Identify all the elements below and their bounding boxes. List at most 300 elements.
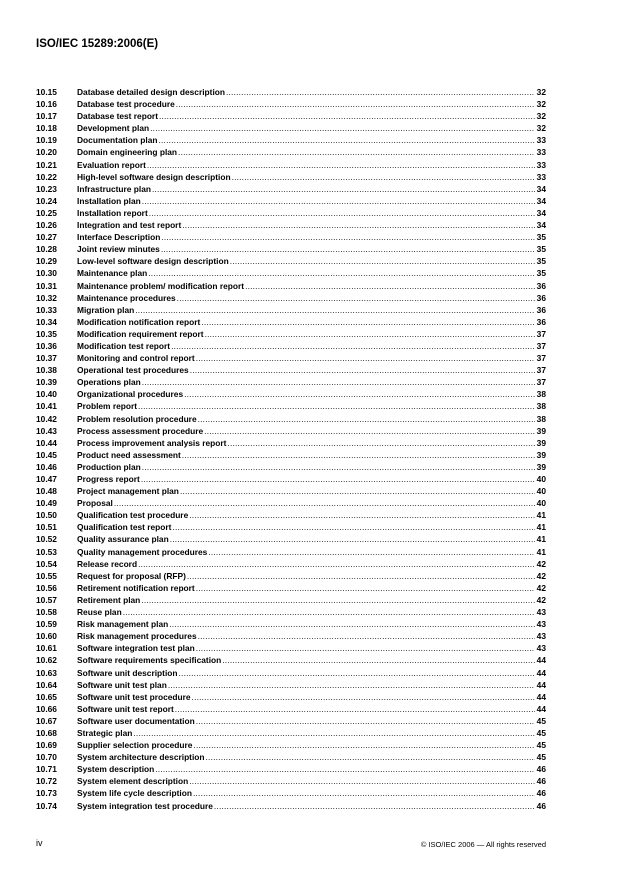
- toc-leader-dots: [205, 329, 535, 339]
- toc-entry-page: 41: [536, 546, 546, 557]
- toc-entry[interactable]: [36, 450, 546, 462]
- toc-entry-number: 10.61: [36, 643, 57, 654]
- toc-entry[interactable]: [36, 353, 546, 365]
- toc-leader-dots: [208, 547, 535, 557]
- toc-entry-page: 34: [536, 195, 546, 206]
- toc-entry[interactable]: [36, 571, 546, 583]
- toc-entry-title[interactable]: Domain engineering plan: [77, 147, 178, 158]
- toc-entry-number: 10.72: [36, 776, 57, 787]
- toc-entry[interactable]: [36, 87, 546, 99]
- toc-entry-title[interactable]: Software unit test procedure: [77, 691, 191, 702]
- toc-entry-number: 10.47: [36, 474, 57, 484]
- toc-leader-dots: [227, 438, 535, 448]
- toc-entry-number: 10.73: [36, 788, 57, 799]
- toc-entry[interactable]: [36, 160, 546, 172]
- toc-entry[interactable]: [36, 220, 546, 232]
- toc-entry[interactable]: [36, 522, 546, 534]
- toc-entry-title[interactable]: Problem resolution procedure: [77, 413, 197, 424]
- toc-leader-dots: [142, 196, 535, 206]
- toc-leader-dots: [169, 619, 535, 629]
- toc-entry-number: 10.41: [36, 401, 57, 412]
- toc-entry-page: 41: [536, 522, 546, 533]
- toc-entry-number: 10.21: [36, 159, 57, 170]
- toc-entry-number: 10.44: [36, 437, 57, 448]
- toc-entry-page: 44: [536, 703, 546, 714]
- toc-entry-page: 43: [536, 619, 546, 630]
- toc-entry-title[interactable]: Installation report: [77, 207, 148, 218]
- toc-entry-page: 42: [536, 570, 546, 581]
- toc-entry-title[interactable]: Operations plan: [77, 377, 141, 388]
- toc-entry-page: 45: [536, 715, 546, 726]
- toc-entry-page: 37: [536, 340, 546, 351]
- toc-entry-page: 36: [536, 280, 546, 291]
- toc-entry-page: 32: [536, 123, 546, 134]
- toc-entry-number: 10.38: [36, 365, 57, 376]
- toc-leader-dots: [214, 801, 535, 811]
- toc-entry-title[interactable]: Modification test report: [77, 340, 171, 351]
- toc-leader-dots: [138, 401, 535, 411]
- toc-entry-page: 42: [536, 594, 546, 605]
- toc-entry-page: 46: [536, 764, 546, 775]
- toc-leader-dots: [161, 244, 535, 254]
- toc-entry-number: 10.48: [36, 486, 57, 497]
- page-number: iv: [36, 838, 43, 848]
- toc-entry[interactable]: [36, 414, 546, 426]
- toc-entry-title[interactable]: Product need assessment: [77, 449, 181, 460]
- toc-leader-dots: [171, 341, 535, 351]
- toc-entry-number: 10.49: [36, 498, 57, 509]
- toc-leader-dots: [161, 232, 535, 242]
- toc-entry[interactable]: [36, 595, 546, 607]
- toc-leader-dots: [177, 293, 535, 303]
- toc-leader-dots: [148, 268, 535, 278]
- toc-entry-title[interactable]: Interface Description: [77, 232, 161, 243]
- toc-entry[interactable]: [36, 486, 546, 498]
- toc-entry-number: 10.51: [36, 522, 57, 533]
- toc-entry-title[interactable]: System integration test procedure: [77, 800, 213, 811]
- toc-entry-page: 34: [536, 220, 546, 231]
- toc-entry-title[interactable]: Maintenance procedures: [77, 292, 176, 303]
- toc-leader-dots: [192, 692, 535, 702]
- toc-entry-page: 36: [536, 304, 546, 315]
- toc-leader-dots: [193, 740, 535, 750]
- toc-entry-page: 39: [536, 449, 546, 460]
- toc-entry[interactable]: [36, 680, 546, 692]
- toc-leader-dots: [193, 788, 535, 798]
- toc-leader-dots: [230, 256, 535, 266]
- toc-entry-number: 10.55: [36, 570, 57, 581]
- toc-leader-dots: [178, 147, 535, 157]
- toc-entry-page: 33: [536, 159, 546, 170]
- toc-entry[interactable]: [36, 123, 546, 135]
- toc-entry-title[interactable]: Progress report: [77, 474, 140, 484]
- toc-entry-page: 41: [536, 534, 546, 545]
- toc-entry-title[interactable]: Software integration test plan: [77, 643, 195, 654]
- toc-entry[interactable]: [36, 377, 546, 389]
- toc-leader-dots: [187, 571, 535, 581]
- toc-entry-number: 10.59: [36, 619, 57, 630]
- toc-leader-dots: [232, 172, 535, 182]
- toc-entry-title[interactable]: Software unit test plan: [77, 679, 167, 690]
- toc-entry-number: 10.20: [36, 147, 57, 158]
- toc-leader-dots: [196, 643, 535, 653]
- toc-entry[interactable]: [36, 305, 546, 317]
- toc-entry-page: 39: [536, 437, 546, 448]
- toc-leader-dots: [198, 414, 535, 424]
- toc-entry-title[interactable]: Operational test procedures: [77, 365, 189, 376]
- toc-entry[interactable]: [36, 547, 546, 559]
- toc-entry-number: 10.27: [36, 232, 57, 243]
- toc-entry-number: 10.62: [36, 655, 57, 666]
- toc-entry-title[interactable]: Software user documentation: [77, 715, 195, 726]
- toc-entry-number: 10.64: [36, 679, 57, 690]
- toc-entry-number: 10.37: [36, 353, 57, 364]
- toc-entry-page: 32: [536, 111, 546, 122]
- toc-entry-number: 10.39: [36, 377, 57, 388]
- toc-leader-dots: [170, 534, 535, 544]
- toc-entry-page: 35: [536, 244, 546, 255]
- toc-entry-title[interactable]: System life cycle description: [77, 788, 192, 799]
- toc-entry-number: 10.34: [36, 316, 57, 327]
- toc-entry-title[interactable]: System element description: [77, 776, 189, 787]
- toc-entry-title[interactable]: Maintenance problem/ modification report: [77, 280, 245, 291]
- toc-leader-dots: [182, 450, 535, 460]
- toc-entry-page: 45: [536, 727, 546, 738]
- toc-entry-number: 10.15: [36, 87, 57, 97]
- toc-entry[interactable]: [36, 583, 546, 595]
- toc-leader-dots: [222, 655, 535, 665]
- toc-entry-page: 32: [536, 99, 546, 110]
- toc-entry-page: 35: [536, 232, 546, 243]
- toc-entry[interactable]: [36, 655, 546, 667]
- toc-entry-number: 10.71: [36, 764, 57, 775]
- toc-leader-dots: [172, 522, 535, 532]
- toc-entry-page: 37: [536, 328, 546, 339]
- copyright-notice: © ISO/IEC 2006 — All rights reserved: [420, 840, 546, 849]
- toc-entry-page: 40: [536, 486, 546, 497]
- toc-entry-number: 10.60: [36, 631, 57, 642]
- toc-entry-page: 33: [536, 135, 546, 146]
- toc-entry-title[interactable]: Proposal: [77, 498, 113, 509]
- toc-leader-dots: [182, 220, 535, 230]
- toc-entry-title[interactable]: Joint review minutes: [77, 244, 160, 255]
- toc-entry[interactable]: [36, 438, 546, 450]
- toc-entry-number: 10.67: [36, 715, 57, 726]
- toc-entry-page: 44: [536, 667, 546, 678]
- toc-entry-number: 10.43: [36, 425, 57, 436]
- toc-entry-page: 44: [536, 691, 546, 702]
- toc-entry-number: 10.30: [36, 268, 57, 279]
- toc-entry-title[interactable]: Installation plan: [77, 195, 141, 206]
- toc-entry-number: 10.69: [36, 740, 57, 751]
- toc-entry-number: 10.17: [36, 111, 57, 122]
- toc-entry-number: 10.66: [36, 703, 57, 714]
- toc-leader-dots: [159, 111, 535, 121]
- toc-entry-title[interactable]: Process improvement analysis report: [77, 437, 227, 448]
- table-of-contents: [36, 87, 546, 813]
- toc-entry-title[interactable]: Production plan: [77, 461, 141, 472]
- toc-entry-page: 34: [536, 207, 546, 218]
- toc-entry[interactable]: [36, 643, 546, 655]
- toc-entry[interactable]: [36, 196, 546, 208]
- toc-entry[interactable]: [36, 474, 546, 486]
- toc-entry-number: 10.29: [36, 256, 57, 267]
- toc-entry-number: 10.42: [36, 413, 57, 424]
- toc-entry[interactable]: [36, 329, 546, 341]
- toc-entry-number: 10.31: [36, 280, 57, 291]
- toc-entry-number: 10.19: [36, 135, 57, 146]
- toc-entry-title[interactable]: Database test report: [77, 111, 158, 122]
- toc-leader-dots: [226, 87, 535, 97]
- toc-entry-page: 42: [536, 582, 546, 593]
- toc-entry-title[interactable]: Software unit description: [77, 667, 178, 678]
- toc-entry[interactable]: [36, 801, 546, 813]
- toc-entry-page: 37: [536, 377, 546, 388]
- toc-leader-dots: [176, 99, 535, 109]
- toc-entry-title[interactable]: Risk management plan: [77, 619, 169, 630]
- toc-entry-page: 39: [536, 425, 546, 436]
- toc-entry-title[interactable]: Release record: [77, 558, 138, 569]
- toc-entry[interactable]: [36, 389, 546, 401]
- toc-entry-page: 35: [536, 268, 546, 279]
- toc-entry-number: 10.32: [36, 292, 57, 303]
- toc-entry-title[interactable]: Software unit test report: [77, 703, 174, 714]
- toc-entry-page: 46: [536, 800, 546, 811]
- toc-entry[interactable]: [36, 365, 546, 377]
- toc-entry[interactable]: [36, 728, 546, 740]
- toc-entry-title[interactable]: Organizational procedures: [77, 389, 184, 400]
- toc-entry-title[interactable]: Qualification test report: [77, 522, 172, 533]
- toc-entry-title[interactable]: Database detailed design description: [77, 87, 225, 97]
- toc-entry-title[interactable]: Strategic plan: [77, 727, 133, 738]
- toc-entry[interactable]: [36, 111, 546, 123]
- toc-entry-number: 10.24: [36, 195, 57, 206]
- toc-entry-page: 45: [536, 740, 546, 751]
- toc-entry-page: 38: [536, 413, 546, 424]
- toc-entry-page: 36: [536, 292, 546, 303]
- toc-entry-title[interactable]: High-level software design description: [77, 171, 231, 182]
- toc-entry-title[interactable]: Database test procedure: [77, 99, 175, 110]
- toc-leader-dots: [196, 353, 535, 363]
- toc-leader-dots: [189, 776, 535, 786]
- toc-entry[interactable]: [36, 256, 546, 268]
- toc-leader-dots: [159, 135, 536, 145]
- toc-leader-dots: [142, 377, 535, 387]
- toc-entry[interactable]: [36, 716, 546, 728]
- toc-entry-number: 10.25: [36, 207, 57, 218]
- toc-entry-number: 10.28: [36, 244, 57, 255]
- toc-entry[interactable]: [36, 172, 546, 184]
- toc-entry-page: 42: [536, 558, 546, 569]
- toc-leader-dots: [114, 498, 535, 508]
- toc-entry-title[interactable]: Qualification test procedure: [77, 510, 189, 521]
- toc-entry[interactable]: [36, 99, 546, 111]
- toc-entry-page: 33: [536, 171, 546, 182]
- toc-leader-dots: [245, 281, 535, 291]
- toc-leader-dots: [175, 704, 535, 714]
- toc-entry-page: 34: [536, 183, 546, 194]
- toc-entry-title[interactable]: Low-level software design description: [77, 256, 229, 267]
- toc-entry-page: 38: [536, 389, 546, 400]
- toc-entry-number: 10.70: [36, 752, 57, 763]
- toc-entry[interactable]: [36, 788, 546, 800]
- toc-entry-title[interactable]: Quality management procedures: [77, 546, 208, 557]
- toc-entry-page: 44: [536, 655, 546, 666]
- toc-entry-page: 38: [536, 401, 546, 412]
- toc-entry-title[interactable]: Documentation plan: [77, 135, 158, 146]
- toc-entry[interactable]: [36, 341, 546, 353]
- toc-leader-dots: [196, 583, 535, 593]
- toc-entry-title[interactable]: Process assessment procedure: [77, 425, 204, 436]
- toc-entry[interactable]: [36, 184, 546, 196]
- toc-entry-title[interactable]: Request for proposal (RFP): [77, 570, 186, 581]
- toc-entry-title[interactable]: Retirement plan: [77, 594, 141, 605]
- toc-entry-title[interactable]: Retirement notification report: [77, 582, 195, 593]
- toc-entry[interactable]: [36, 293, 546, 305]
- toc-entry-number: 10.35: [36, 328, 57, 339]
- toc-entry-number: 10.57: [36, 594, 57, 605]
- toc-entry[interactable]: [36, 704, 546, 716]
- toc-leader-dots: [133, 728, 535, 738]
- toc-entry-title[interactable]: Quality assurance plan: [77, 534, 169, 545]
- document-id-header: ISO/IEC 15289:2006(E): [36, 38, 159, 50]
- toc-leader-dots: [206, 752, 535, 762]
- toc-entry-page: 43: [536, 643, 546, 654]
- toc-entry[interactable]: [36, 607, 546, 619]
- toc-entry-page: 36: [536, 316, 546, 327]
- toc-leader-dots: [142, 462, 535, 472]
- toc-leader-dots: [150, 123, 535, 133]
- toc-entry[interactable]: [36, 534, 546, 546]
- toc-entry-number: 10.18: [36, 123, 57, 134]
- toc-entry-title[interactable]: System description: [77, 764, 155, 775]
- toc-entry[interactable]: [36, 232, 546, 244]
- toc-entry-number: 10.40: [36, 389, 57, 400]
- toc-leader-dots: [141, 595, 535, 605]
- toc-entry-page: 46: [536, 776, 546, 787]
- toc-entry-number: 10.46: [36, 461, 57, 472]
- toc-entry-page: 37: [536, 353, 546, 364]
- toc-entry-number: 10.33: [36, 304, 57, 315]
- toc-entry-title[interactable]: System architecture description: [77, 752, 205, 763]
- toc-entry-number: 10.36: [36, 340, 57, 351]
- toc-leader-dots: [123, 607, 535, 617]
- toc-entry-page: 43: [536, 631, 546, 642]
- toc-entry-page: 43: [536, 607, 546, 618]
- toc-entry-title[interactable]: Software requirements specification: [77, 655, 222, 666]
- toc-entry[interactable]: [36, 426, 546, 438]
- toc-entry-number: 10.53: [36, 546, 57, 557]
- toc-entry[interactable]: [36, 559, 546, 571]
- toc-entry[interactable]: [36, 317, 546, 329]
- toc-entry-title[interactable]: Maintenance plan: [77, 268, 148, 279]
- toc-entry-page: 37: [536, 365, 546, 376]
- toc-entry[interactable]: [36, 668, 546, 680]
- toc-entry[interactable]: [36, 776, 546, 788]
- toc-entry[interactable]: [36, 268, 546, 280]
- toc-entry-title[interactable]: Monitoring and control report: [77, 353, 195, 364]
- toc-leader-dots: [152, 184, 535, 194]
- toc-leader-dots: [135, 305, 535, 315]
- toc-entry-page: 40: [536, 474, 546, 484]
- toc-entry-title[interactable]: Migration plan: [77, 304, 135, 315]
- toc-entry-number: 10.26: [36, 220, 57, 231]
- toc-entry-number: 10.22: [36, 171, 57, 182]
- toc-entry[interactable]: [36, 147, 546, 159]
- toc-entry[interactable]: [36, 631, 546, 643]
- toc-entry-title[interactable]: Integration and test report: [77, 220, 182, 231]
- toc-entry[interactable]: [36, 401, 546, 413]
- toc-entry-title[interactable]: Reuse plan: [77, 607, 122, 618]
- toc-entry-number: 10.74: [36, 800, 57, 811]
- toc-entry-page: 40: [536, 498, 546, 509]
- toc-entry-number: 10.45: [36, 449, 57, 460]
- toc-entry-title[interactable]: Development plan: [77, 123, 150, 134]
- toc-leader-dots: [138, 559, 535, 569]
- toc-entry-title[interactable]: Supplier selection procedure: [77, 740, 193, 751]
- toc-leader-dots: [201, 317, 535, 327]
- toc-leader-dots: [147, 160, 535, 170]
- toc-leader-dots: [141, 474, 535, 484]
- toc-entry[interactable]: [36, 510, 546, 522]
- toc-entry-number: 10.58: [36, 607, 57, 618]
- toc-entry-title[interactable]: Risk management procedures: [77, 631, 197, 642]
- toc-entry-title[interactable]: Infrastructure plan: [77, 183, 151, 194]
- toc-entry-number: 10.56: [36, 582, 57, 593]
- toc-entry[interactable]: [36, 462, 546, 474]
- toc-entry-number: 10.16: [36, 99, 57, 110]
- toc-leader-dots: [190, 365, 535, 375]
- toc-entry[interactable]: [36, 244, 546, 256]
- toc-entry[interactable]: [36, 498, 546, 510]
- toc-leader-dots: [179, 668, 535, 678]
- toc-entry-page: 35: [536, 256, 546, 267]
- toc-entry-title[interactable]: Problem report: [77, 401, 138, 412]
- toc-entry[interactable]: [36, 692, 546, 704]
- toc-leader-dots: [196, 716, 535, 726]
- toc-entry[interactable]: [36, 740, 546, 752]
- toc-entry-page: 41: [536, 510, 546, 521]
- toc-entry[interactable]: [36, 764, 546, 776]
- toc-leader-dots: [180, 486, 535, 496]
- toc-leader-dots: [168, 680, 535, 690]
- toc-entry-title[interactable]: Modification notification report: [77, 316, 201, 327]
- toc-entry-number: 10.23: [36, 183, 57, 194]
- toc-leader-dots: [155, 764, 535, 774]
- toc-entry[interactable]: [36, 135, 546, 147]
- toc-entry[interactable]: [36, 208, 546, 220]
- toc-entry-page: 44: [536, 679, 546, 690]
- toc-entry-number: 10.52: [36, 534, 57, 545]
- toc-entry[interactable]: [36, 619, 546, 631]
- toc-entry-number: 10.50: [36, 510, 57, 521]
- toc-entry-number: 10.68: [36, 727, 57, 738]
- toc-entry-title[interactable]: Modification requirement report: [77, 328, 204, 339]
- toc-entry-page: 39: [536, 461, 546, 472]
- toc-leader-dots: [149, 208, 535, 218]
- toc-entry-number: 10.65: [36, 691, 57, 702]
- toc-entry-page: 32: [536, 87, 546, 97]
- toc-entry-number: 10.54: [36, 558, 57, 569]
- toc-entry[interactable]: [36, 281, 546, 293]
- toc-entry-page: 33: [536, 147, 546, 158]
- toc-entry[interactable]: [36, 752, 546, 764]
- toc-entry-title[interactable]: Evaluation report: [77, 159, 146, 170]
- toc-entry-title[interactable]: Project management plan: [77, 486, 179, 497]
- toc-leader-dots: [189, 510, 535, 520]
- toc-leader-dots: [204, 426, 535, 436]
- toc-leader-dots: [184, 389, 535, 399]
